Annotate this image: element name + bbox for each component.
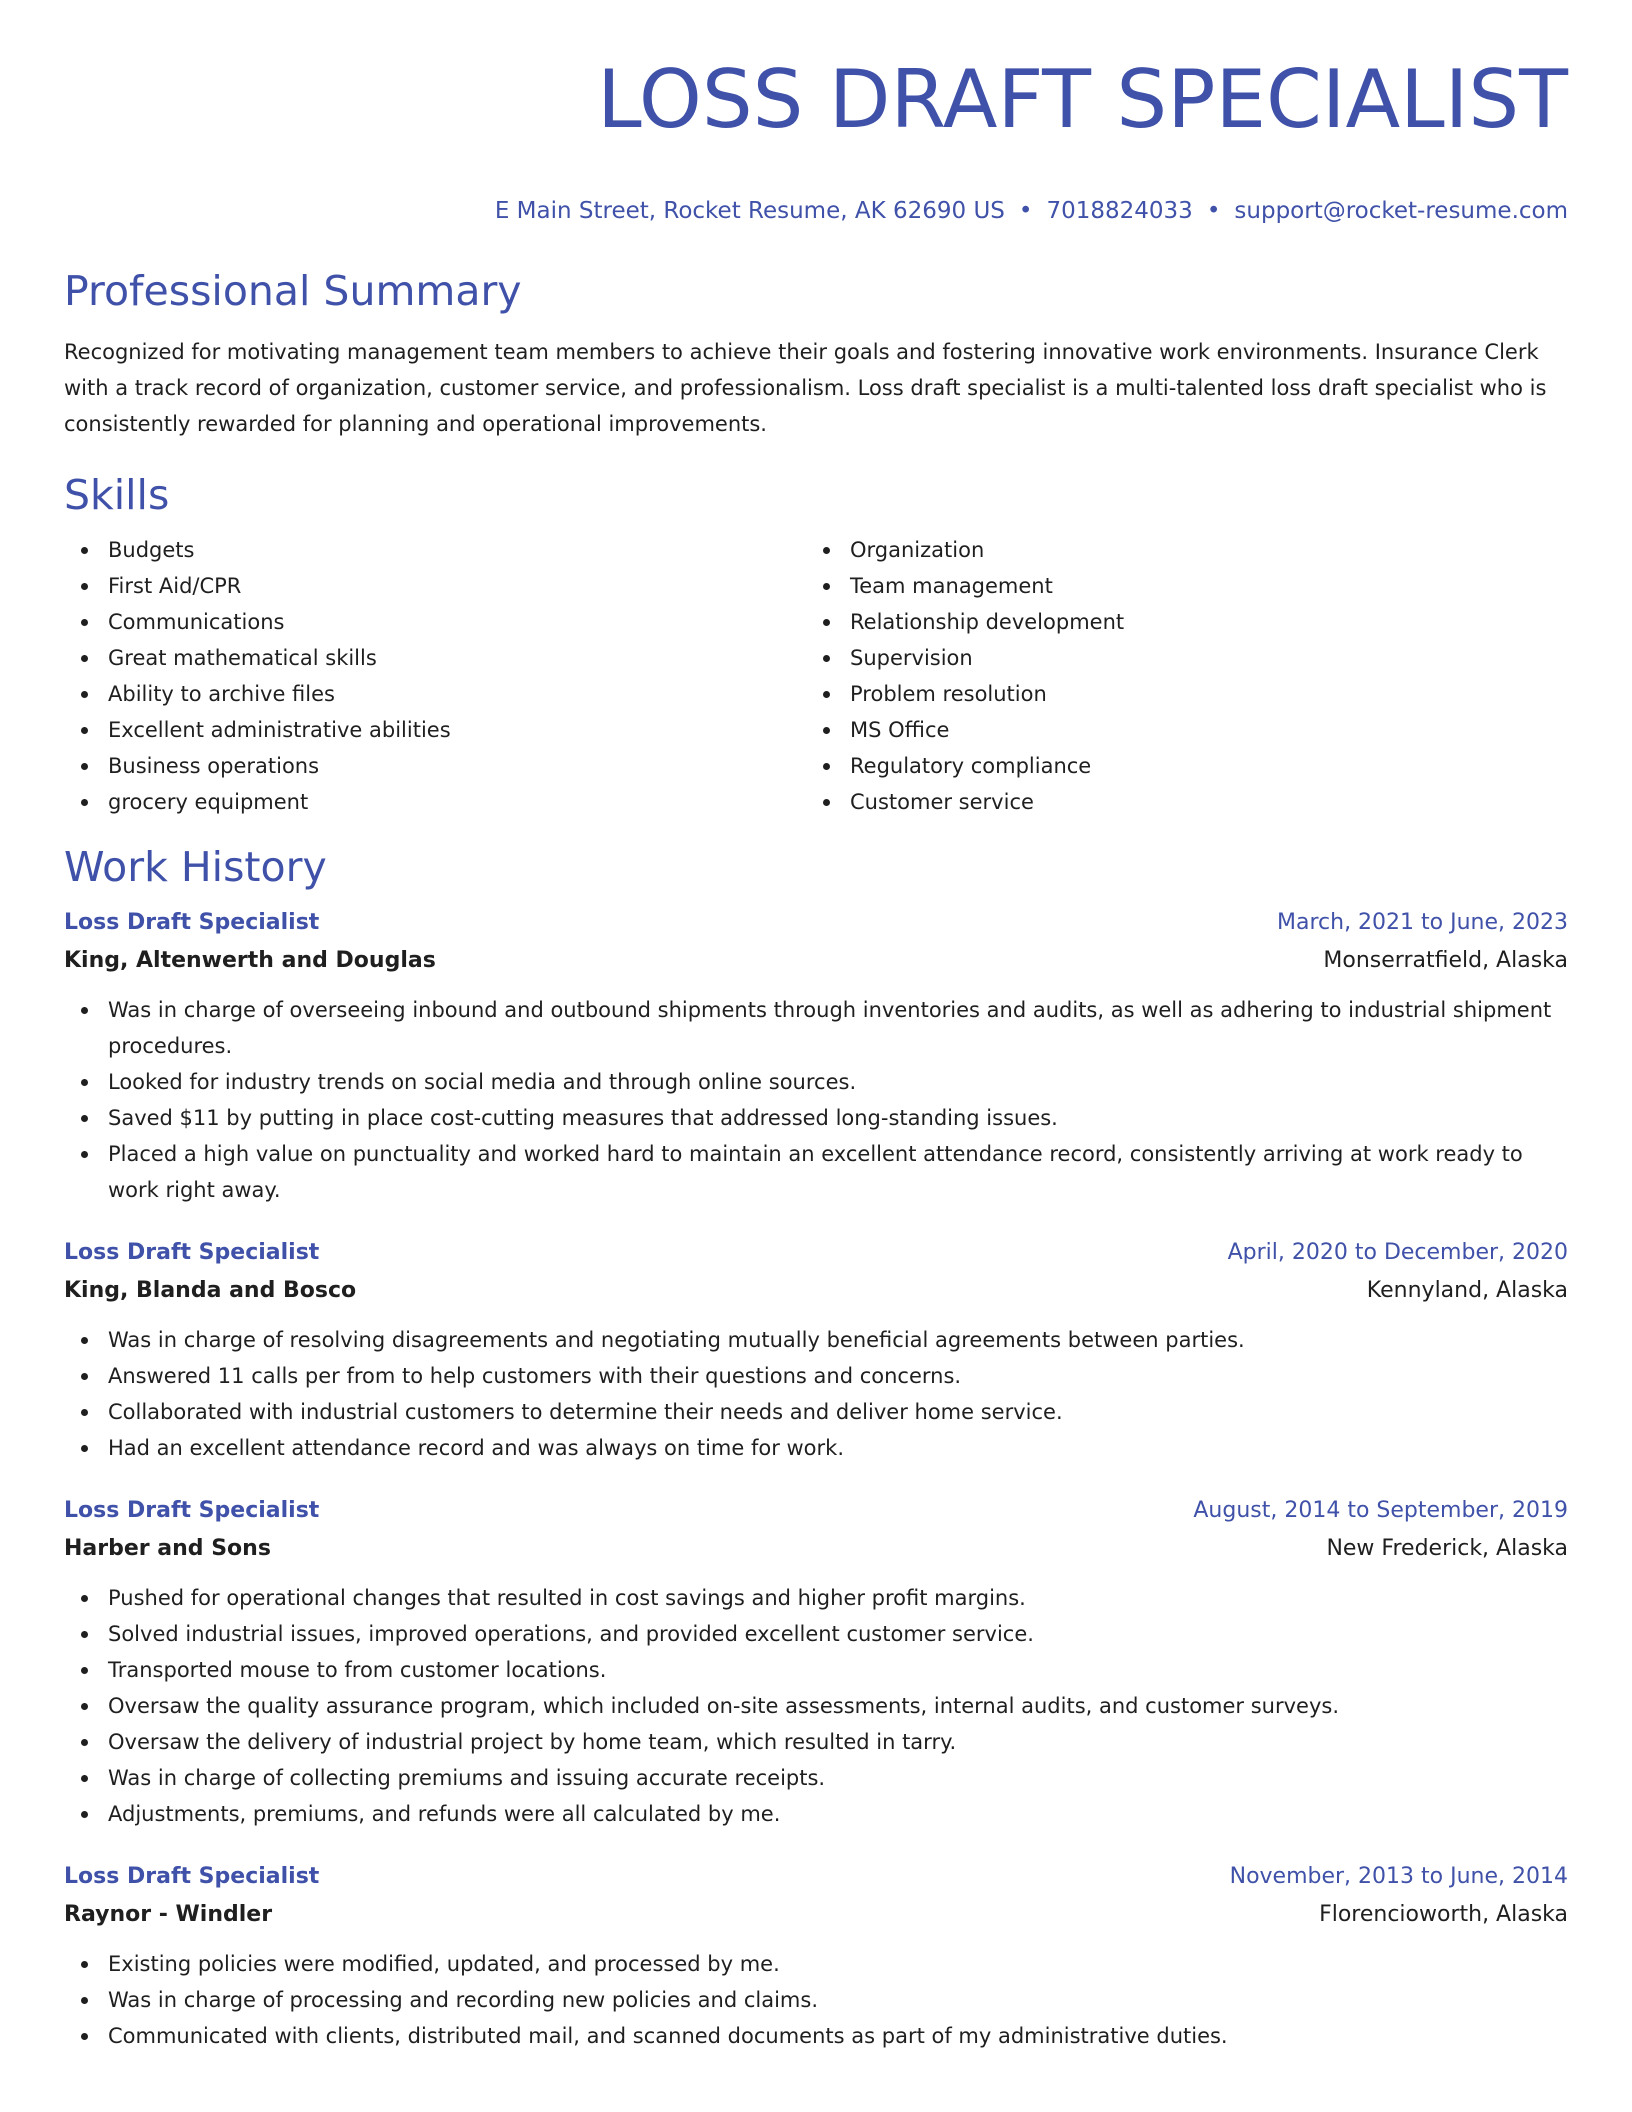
duties-list [64,1946,1568,2054]
job-dates: August, 2014 to September, 2019 [1193,1498,1568,1523]
duty-item: Transported mouse to from customer locations. [64,1652,1568,1688]
duty-item: Collaborated with industrial customers to determine their needs and deliver home service. [64,1394,1568,1430]
skill-item: Business operations [64,748,806,784]
company-name: Raynor - Windler [64,1902,273,1927]
duty-item: Had an excellent attendance record and was always on time for work. [64,1430,1568,1466]
skill-item: Supervision [806,640,1548,676]
job-entry [64,904,1568,1208]
job-entry [64,1858,1568,2054]
summary-heading: Professional Summary [64,267,522,315]
duty-item: Oversaw the delivery of industrial project by home team, which resulted in tarry. [64,1724,1568,1760]
company-name: King, Altenwerth and Douglas [64,948,436,973]
skill-item: Ability to archive files [64,676,806,712]
separator-dot: • [1018,198,1033,224]
skills-column-left [64,532,806,820]
work-history-heading: Work History [64,843,327,891]
skill-item: MS Office [806,712,1548,748]
job-location: Kennyland, Alaska [1366,1278,1568,1303]
skill-item: Customer service [806,784,1548,820]
skill-item: Organization [806,532,1548,568]
job-title-row [64,1492,1568,1530]
skill-item: Communications [64,604,806,640]
candidate-name: LOSS DRAFT SPECIALIST [597,53,1568,146]
job-location: New Frederick, Alaska [1326,1536,1568,1561]
skill-item: Great mathematical skills [64,640,806,676]
duty-item: Placed a high value on punctuality and worked hard to maintain an excellent attendance record, consistently arriving at work ready to work right away. [64,1136,1568,1208]
resume-page [64,0,1568,2054]
job-entry [64,1234,1568,1466]
job-company-row [64,1272,1568,1310]
duty-item: Answered 11 calls per from to help customers with their questions and concerns. [64,1358,1568,1394]
job-company-row [64,1530,1568,1568]
skill-item: Team management [806,568,1548,604]
job-company-row [64,942,1568,980]
duty-item: Was in charge of processing and recording new policies and claims. [64,1982,1568,2018]
email-link[interactable]: support@rocket-resume.com [1234,198,1568,224]
skill-item: grocery equipment [64,784,806,820]
skill-item: Excellent administrative abilities [64,712,806,748]
address-text: E Main Street, Rocket Resume, AK 62690 US [494,198,1005,224]
job-location: Monserratfield, Alaska [1323,948,1568,973]
duty-item: Communicated with clients, distributed mail, and scanned documents as part of my administrative duties. [64,2018,1568,2054]
skills-heading: Skills [64,471,170,519]
skills-column-right [806,532,1548,820]
duty-item: Oversaw the quality assurance program, which included on-site assessments, internal audits, and customer surveys. [64,1688,1568,1724]
job-dates: March, 2021 to June, 2023 [1277,910,1568,935]
phone-text: 7018824033 [1046,198,1193,224]
job-title-row [64,1234,1568,1272]
company-name: Harber and Sons [64,1536,271,1561]
contact-line [64,196,1568,226]
job-dates: April, 2020 to December, 2020 [1227,1240,1568,1265]
job-title: Loss Draft Specialist [64,1864,320,1889]
duties-list [64,992,1568,1208]
job-title-row [64,904,1568,942]
duty-item: Was in charge of overseeing inbound and outbound shipments through inventories and audits, as well as adhering to industrial shipment procedures. [64,992,1568,1064]
job-title: Loss Draft Specialist [64,1498,320,1523]
skill-item: First Aid/CPR [64,568,806,604]
job-title-row [64,1858,1568,1896]
resume-header [64,0,1568,226]
summary-text: Recognized for motivating management team members to achieve their goals and fostering innovative work environments. Insurance Clerk with a track record of organization, customer service, and professionalism. Loss draft specialist is a multi-talented loss draft specialist who is consistently rewarded for planning and operational improvements. [64,340,1547,436]
job-dates: November, 2013 to June, 2014 [1229,1864,1568,1889]
duty-item: Was in charge of collecting premiums and issuing accurate receipts. [64,1760,1568,1796]
duty-item: Pushed for operational changes that resulted in cost savings and higher profit margins. [64,1580,1568,1616]
duties-list [64,1580,1568,1832]
skill-item: Budgets [64,532,806,568]
job-location: Florencioworth, Alaska [1319,1902,1568,1927]
job-entry [64,1492,1568,1832]
duties-list [64,1322,1568,1466]
duty-item: Saved $11 by putting in place cost-cutting measures that addressed long-standing issues. [64,1100,1568,1136]
job-company-row [64,1896,1568,1934]
company-name: King, Blanda and Bosco [64,1278,357,1303]
duty-item: Solved industrial issues, improved operations, and provided excellent customer service. [64,1616,1568,1652]
skill-item: Problem resolution [806,676,1548,712]
job-title: Loss Draft Specialist [64,910,320,935]
duty-item: Adjustments, premiums, and refunds were all calculated by me. [64,1796,1568,1832]
duty-item: Looked for industry trends on social media and through online sources. [64,1064,1568,1100]
skill-item: Relationship development [806,604,1548,640]
duty-item: Existing policies were modified, updated, and processed by me. [64,1946,1568,1982]
job-title: Loss Draft Specialist [64,1240,320,1265]
skill-item: Regulatory compliance [806,748,1548,784]
skills-grid [64,532,1568,820]
duty-item: Was in charge of resolving disagreements and negotiating mutually beneficial agreements between parties. [64,1322,1568,1358]
separator-dot: • [1206,198,1221,224]
